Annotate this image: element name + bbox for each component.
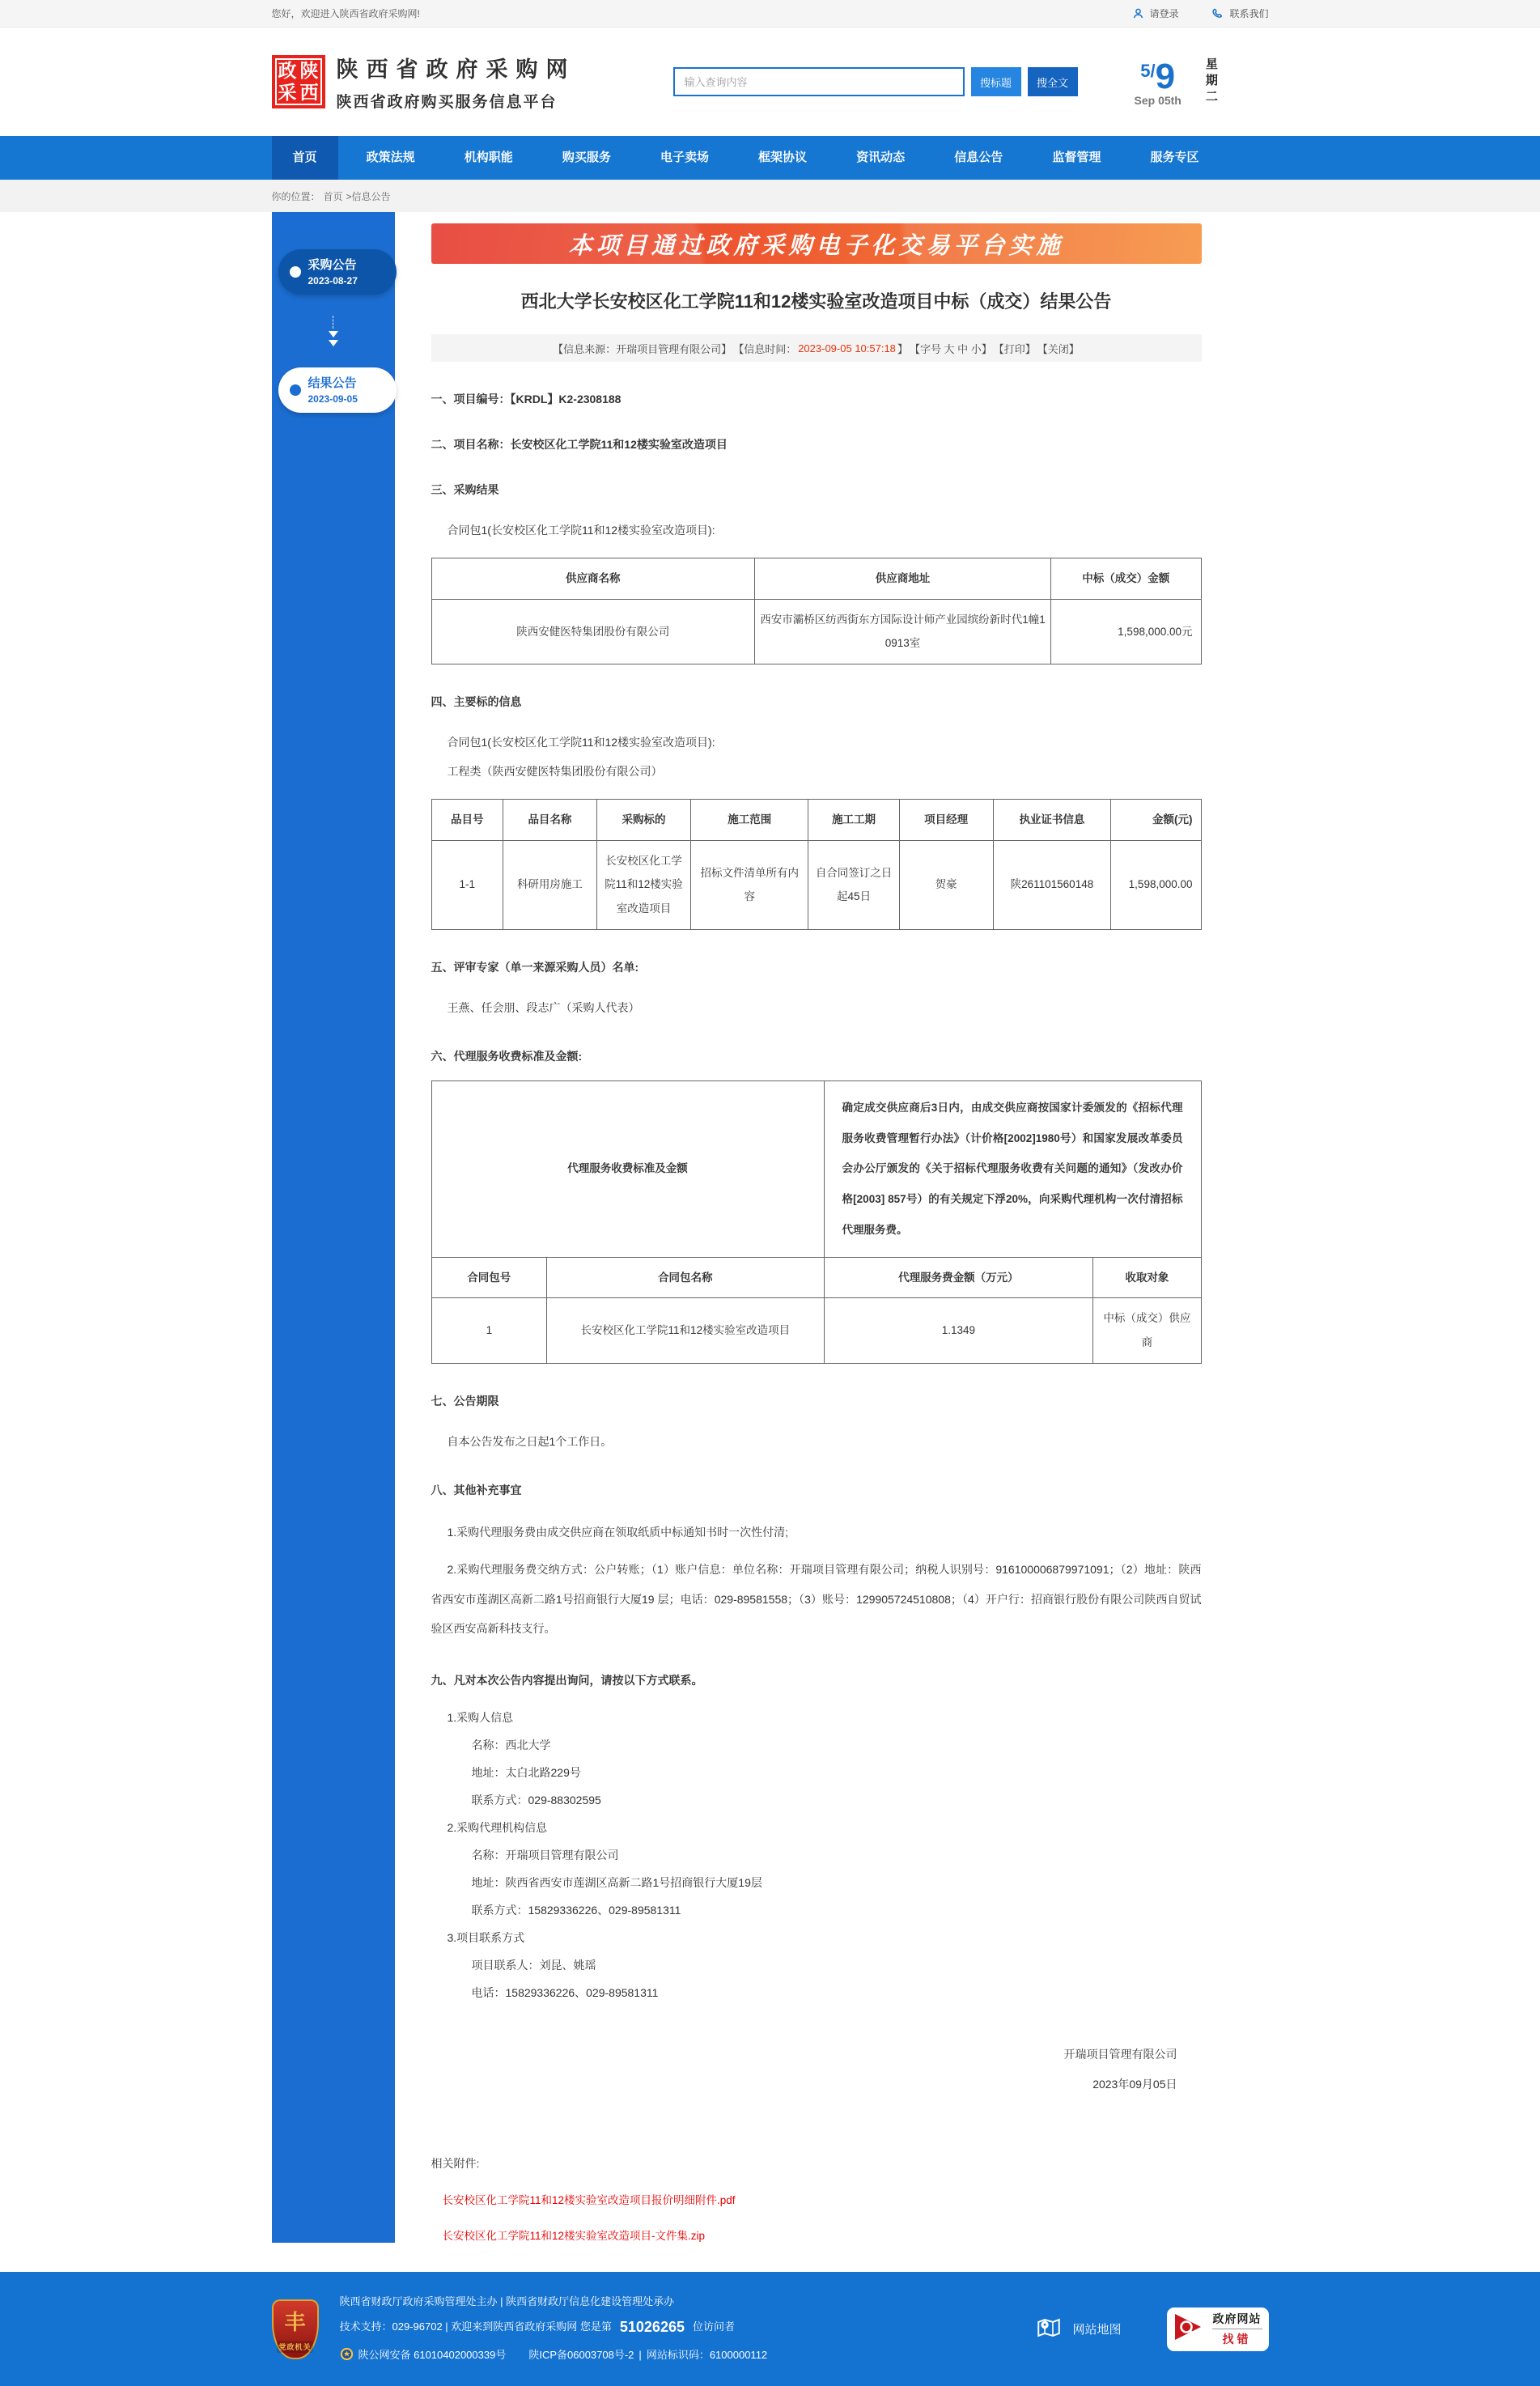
project-contact-group-title: 3.项目联系方式 <box>447 1931 525 1945</box>
table-row <box>431 1080 1201 1257</box>
nav-item-announcements[interactable]: 信息公告 <box>954 151 1003 164</box>
signature-date: 2023年09月05日 <box>1092 2077 1177 2091</box>
gov-site-error-report-badge[interactable]: 政府网站 找错 <box>1167 2307 1269 2351</box>
attachments-section <box>431 2155 1202 2243</box>
meta-time-prefix: 【信息时间： <box>733 342 797 355</box>
announcement-article <box>431 212 1202 2243</box>
agency-group-title: 2.采购代理机构信息 <box>447 1821 548 1835</box>
meta-bar <box>431 334 1202 362</box>
public-security-filing-link[interactable]: 陕公网安备 61010402000339号 <box>358 2348 507 2361</box>
platform-banner: 本项目通过政府采购电子化交易平台实施 <box>431 223 1202 264</box>
footer-support-line: 技术支持：029-96702 | 欢迎来到陕西省政府采购网 您是第 51026265 位访问者 <box>339 2318 735 2335</box>
login-link[interactable]: 请登录 <box>1132 6 1178 20</box>
nav-item-framework[interactable]: 框架协议 <box>758 151 808 164</box>
project-contact-phone: 电话：15829336226、029-89581311 <box>471 1986 659 2000</box>
map-icon <box>1035 2314 1063 2345</box>
section-9-heading: 九、凡对本次公告内容提出询问，请按以下方式联系。 <box>431 1674 703 1688</box>
contact-link[interactable]: 联系我们 <box>1212 6 1268 20</box>
search-fulltext-button[interactable]: 搜全文 <box>1028 67 1078 96</box>
agency-name: 名称：开瑞项目管理有限公司 <box>471 1849 619 1862</box>
nav-item-news[interactable]: 资讯动态 <box>856 151 906 164</box>
police-badge-icon <box>340 2347 354 2363</box>
supplier-name: 陕西安健医特集团股份有限公司 <box>431 599 754 664</box>
purchaser-contact: 联系方式：029-88302595 <box>471 1794 601 1807</box>
award-amount: 1,598,000.00元 <box>1051 599 1201 664</box>
site-header <box>0 28 1540 136</box>
section-1-heading: 一、项目编号：【KRDL】K2-2308188 <box>431 393 622 405</box>
meta-time-suffix: 】 <box>897 342 908 355</box>
project-contact-person: 项目联系人：刘昆、姚瑶 <box>471 1959 596 1972</box>
purchaser-address: 地址：太白北路229号 <box>471 1766 581 1780</box>
attachment-pdf-link[interactable]: 长安校区化工学院11和12楼实验室改造项目报价明细附件.pdf <box>442 2194 736 2207</box>
fee-standard-desc: 确定成交供应商后3日内，由成交供应商按国家计委颁发的《招标代理服务收费管理暂行办法》（计价格[2002]1980号）和国家发展改革委员会办公厅颁发的《关于招标代理服务收费有关问题的通知》（发改办价格[2003] 857号）的有关规定下浮20%，向采购代理机构一次付清招标代理服务费。 <box>824 1080 1201 1257</box>
table-row: 1-1 科研用房施工 长安校区化工学院11和12楼实验室改造项目 招标文件清单所有内容 自合同签订之日起45日 贺豪 陕261101560148 1,598,000.00 <box>431 840 1201 929</box>
nav-item-purchase-service[interactable]: 购买服务 <box>562 151 611 164</box>
subject-matter-table <box>431 799 1202 930</box>
timeline-dot-icon <box>290 266 301 278</box>
user-icon <box>1132 7 1144 19</box>
section-4-note1: 合同包1(长安校区化工学院11和12楼实验室改造项目): <box>447 736 715 749</box>
section-6-heading: 六、代理服务收费标准及金额: <box>431 1049 583 1063</box>
expert-names: 王燕、任会朋、段志广（采购人代表） <box>447 1000 640 1014</box>
signature-company: 开瑞项目管理有限公司 <box>1063 2048 1177 2061</box>
welcome-text: 您好，欢迎进入陕西省政府采购网! <box>271 8 420 19</box>
party-gov-emblem-icon: 丰 党政机关 <box>272 2299 319 2359</box>
main-nav <box>0 136 1540 180</box>
timeline-dot-icon <box>290 384 301 396</box>
table-header-row: 合同包号 合同包名称 代理服务费金额（万元） 收取对象 <box>431 1257 1201 1298</box>
signature-block <box>431 2040 1202 2099</box>
breadcrumb-band <box>0 180 1540 212</box>
timeline-step-result-notice[interactable]: 结果公告 2023-09-05 <box>278 367 397 413</box>
date-english: Sep 05th <box>1134 94 1182 107</box>
close-button[interactable]: 【关闭】 <box>1037 342 1080 355</box>
site-subtitle: 陕西省政府购买服务信息平台 <box>336 94 558 111</box>
site-title: 陕西省政府采购网 <box>336 57 576 82</box>
nav-item-policies[interactable]: 政策法规 <box>366 151 415 164</box>
down-arrow-icon <box>272 316 395 346</box>
search-input[interactable] <box>673 67 965 96</box>
site-identification-code: 网站标识码：6100000112 <box>646 2348 768 2361</box>
attachments-label: 相关附件: <box>431 2157 480 2171</box>
date-weekday: 星期二 <box>1203 57 1218 106</box>
supplier-result-table <box>431 558 1202 664</box>
supplier-address: 西安市灞桥区纺西街东方国际设计师产业园缤纷新时代1幢10913室 <box>754 599 1050 664</box>
section-8-item: 2.采购代理服务费交纳方式：公户转账；（1）账户信息：单位名称：开瑞项目管理有限公司；纳税人识别号：916100006879971091；（2）地址：陕西省西安市莲湖区高新二路1号招商银行大厦19 层；电话：029-89581558；（3）账号：129905724510808；（4）开户行：招商银行股份有限公司陕西自贸试验区西安高新科技支行。 <box>431 1563 1202 1636</box>
breadcrumb-current: >信息公告 <box>346 190 391 202</box>
magnifier-icon <box>1173 2311 1206 2347</box>
table-header-row: 供应商名称 供应商地址 中标（成交）金额 <box>431 558 1201 600</box>
main-area <box>0 212 1540 2272</box>
announcement-title: 西北大学长安校区化工学院11和12楼实验室改造项目中标（成交）结果公告 <box>520 291 1112 312</box>
nav-item-service-zone[interactable]: 服务专区 <box>1150 151 1199 164</box>
date-day: 9 <box>1155 57 1176 96</box>
breadcrumb-prefix: 你的位置： <box>271 190 320 202</box>
attachment-zip-link[interactable]: 长安校区化工学院11和12楼实验室改造项目-文件集.zip <box>442 2230 706 2243</box>
section-8-heading: 八、其他补充事宜 <box>431 1483 522 1497</box>
section-4-heading: 四、主要标的信息 <box>431 695 522 709</box>
nav-item-home[interactable]: 首页 <box>272 136 338 180</box>
section-7-heading: 七、公告期限 <box>431 1394 499 1407</box>
table-row: 1 长安校区化工学院11和12楼实验室改造项目 1.1349 中标（成交）供应商 <box>431 1298 1201 1363</box>
purchaser-name: 名称：西北大学 <box>471 1739 551 1752</box>
section-4-note2: 工程类（陕西安健医特集团股份有限公司） <box>447 765 663 779</box>
search-title-button[interactable]: 搜标题 <box>971 67 1021 96</box>
table-row <box>431 599 1201 664</box>
section-7-text: 自本公告发布之日起1个工作日。 <box>447 1434 613 1448</box>
nav-item-supervision[interactable]: 监督管理 <box>1052 151 1101 164</box>
section-2-heading: 二、项目名称：长安校区化工学院11和12楼实验室改造项目 <box>431 438 728 451</box>
timeline-sidebar <box>272 212 395 2243</box>
font-size-control[interactable]: 【字号 大 中 小】 <box>909 342 992 355</box>
footer-registration-line: 陕公网安备 61010402000339号 陕ICP备06003708号-2 | 网站标识码：6100000112 <box>340 2347 768 2363</box>
icp-filing-link[interactable]: 陕ICP备06003708号-2 <box>528 2348 634 2361</box>
phone-icon <box>1212 7 1224 19</box>
purchaser-group-title: 1.采购人信息 <box>447 1711 514 1725</box>
agency-address: 地址：陕西省西安市莲湖区高新二路1号招商银行大厦19层 <box>471 1876 762 1890</box>
meta-source: 【信息来源：开瑞项目管理有限公司】 <box>553 342 732 355</box>
section-5-heading: 五、评审专家（单一来源采购人员）名单: <box>431 960 639 974</box>
agency-contact: 联系方式：15829336226、029-89581311 <box>471 1904 681 1917</box>
table-header-row: 品目号 品目名称 采购标的 施工范围 施工工期 项目经理 执业证书信息 金额(元) <box>431 800 1201 841</box>
breadcrumb-home-link[interactable]: 首页 <box>323 190 343 202</box>
footer-organizer-line: 陕西省财政厅政府采购管理处主办 | 陕西省财政厅信息化建设管理处承办 <box>339 2295 675 2307</box>
visitor-count: 51026265 <box>619 2318 685 2335</box>
date-widget <box>1135 57 1254 107</box>
fee-standard-label: 代理服务收费标准及金额 <box>431 1080 824 1257</box>
top-bar <box>0 0 1540 28</box>
section-8-item: 1.采购代理服务费由成交供应商在领取纸质中标通知书时一次性付清; <box>447 1525 789 1539</box>
timeline-step-procurement-notice[interactable]: 采购公告 2023-08-27 <box>278 249 397 295</box>
nav-item-e-market[interactable]: 电子卖场 <box>660 151 709 164</box>
site-logo: 政 陕 采 西 <box>272 55 325 108</box>
section-3-heading: 三、采购结果 <box>431 483 499 496</box>
print-button[interactable]: 【打印】 <box>993 342 1036 355</box>
section-3-note: 合同包1(长安校区化工学院11和12楼实验室改造项目): <box>447 524 715 537</box>
nav-item-functions[interactable]: 机构职能 <box>464 151 513 164</box>
date-month: 5/ <box>1140 61 1156 81</box>
site-footer <box>0 2272 1540 2386</box>
meta-time: 2023-09-05 10:57:18 <box>798 342 896 355</box>
sitemap-link[interactable]: 网站地图 <box>1035 2314 1121 2345</box>
agency-fee-table <box>431 1080 1202 1364</box>
